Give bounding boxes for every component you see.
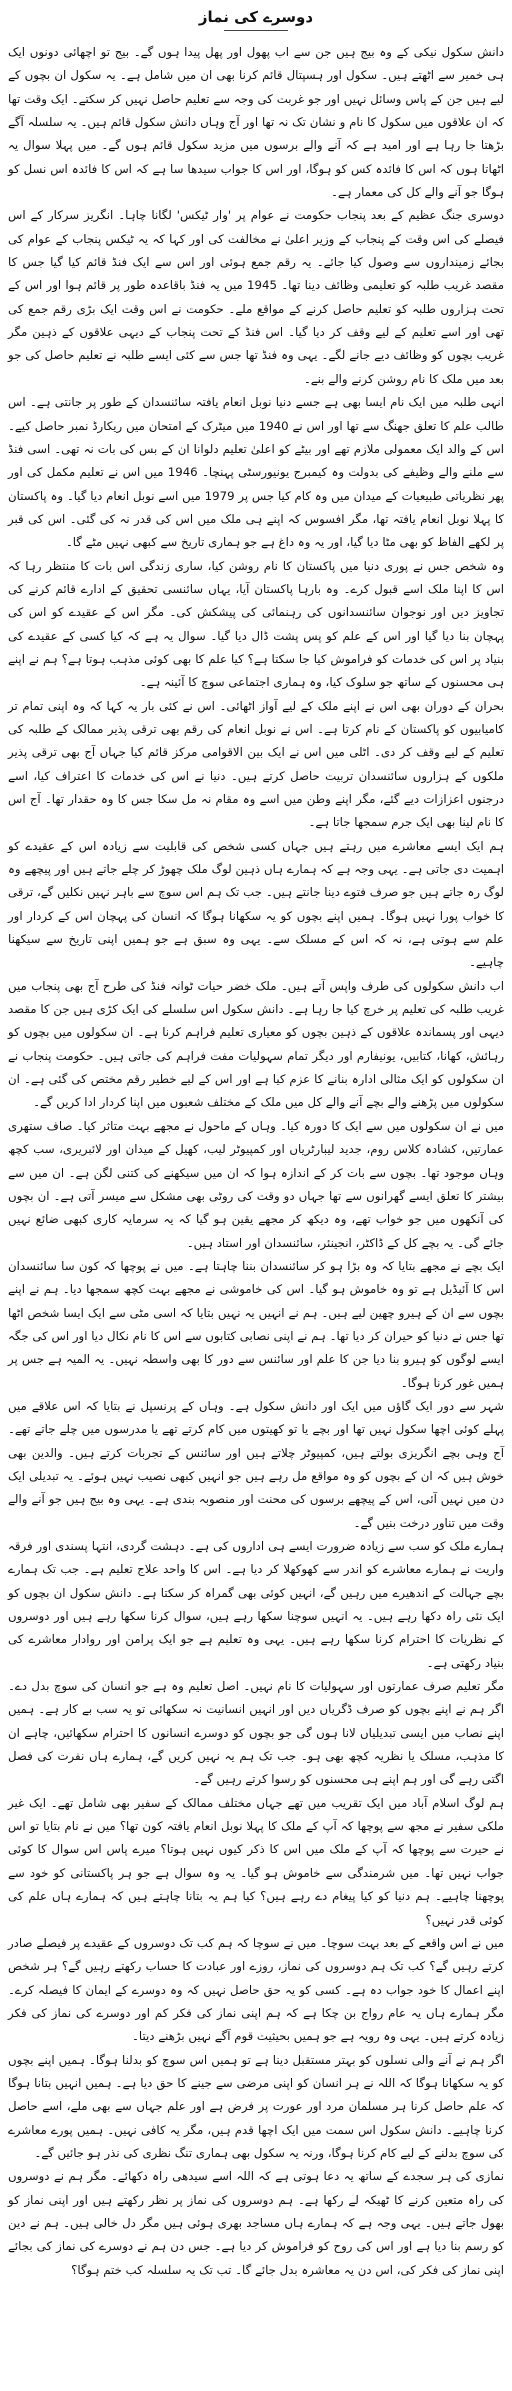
title-underline xyxy=(224,30,288,31)
article-paragraph: اگر ہم نے آنے والی نسلوں کو بہتر مستقبل دینا ہے تو ہمیں اس سوچ کو بدلنا ہوگا۔ ہمیں اپنے بچوں کو یہ سکھانا ہوگا کہ اللہ نے ہر انسان کو اپنی مرضی سے جینے کا حق دیا ہے۔ ہمیں انہیں بتانا ہوگا کہ علم حاصل کرنا ہر مسلمان مرد اور عورت پر فرض ہے اور علم جہاں سے بھی ملے، اسے حاصل کرنا چاہیے۔ دانش سکول اس سمت میں ایک اچھا قدم ہیں، مگر یہ کافی نہیں۔ ہمیں پورے معاشرے کی سوچ بدلنے کے لیے کام کرنا ہوگا، ورنہ یہ سکول بھی ہماری تنگ نظری کی نذر ہو جائیں گے۔ xyxy=(8,2052,504,2160)
article-paragraph: بحران کے دوران بھی اس نے اپنے ملک کے لیے آواز اٹھائی۔ اس نے کئی بار یہ کہا کہ وہ اپنی تمام تر کامیابیوں کو پاکستان کے نام کرتا ہے۔ اس نے نوبل انعام کی رقم بھی ترقی پذیر ممالک کے طلبہ کی تعلیم کے لیے وقف کر دی۔ اٹلی میں اس نے ایک بین الاقوامی مرکز قائم کیا جہاں آج بھی ترقی پذیر ملکوں کے ہزاروں سائنسدان تربیت حاصل کرتے ہیں۔ دنیا نے اس کی خدمات کا اعتراف کیا، اسے درجنوں اعزازات دیے گئے، مگر اپنے وطن میں اسے وہ مقام نہ مل سکا جس کا وہ حقدار تھا۔ آج اس کا نام لینا بھی ایک جرم سمجھا جاتا ہے۔ xyxy=(8,698,504,830)
article-paragraph: میں نے ان سکولوں میں سے ایک کا دورہ کیا۔ وہاں کے ماحول نے مجھے بہت متاثر کیا۔ صاف ستھری عمارتیں، کشادہ کلاس روم، جدید لیبارٹریاں اور کمپیوٹر لیب، کھیل کے میدان اور لائبریری، سب کچھ وہاں موجود تھا۔ بچوں سے بات کر کے اندازہ ہوا کہ ان میں سیکھنے کی کتنی لگن ہے۔ ان میں سے بیشتر کا تعلق ایسے گھرانوں سے تھا جہاں دو وقت کی روٹی بھی مشکل سے میسر آتی ہے۔ ان بچوں کی آنکھوں میں جو خواب تھے، وہ دیکھ کر مجھے یقین ہو گیا کہ یہ سرمایہ کاری کبھی ضائع نہیں جائے گی۔ یہ بچے کل کے ڈاکٹر، انجینئر، سائنسدان اور استاد ہیں۔ xyxy=(8,1118,504,1250)
article-paragraph: مگر تعلیم صرف عمارتوں اور سہولیات کا نام نہیں۔ اصل تعلیم وہ ہے جو انسان کی سوچ بدل دے۔ اگر ہم نے اپنے بچوں کو صرف ڈگریاں دیں اور انہیں انسانیت نہ سکھائی تو یہ سب بے کار ہے۔ ہمیں اپنے نصاب میں ایسی تبدیلیاں لانا ہوں گی جو بچوں کو دوسرے انسانوں کا احترام سکھائیں، چاہے ان کا مذہب، مسلک یا نظریہ کچھ بھی ہو۔ جب تک ہم یہ نہیں کریں گے، ہمارے ہاں نفرت کی فصل اگتی رہے گی اور ہم اپنے ہی محسنوں کو رسوا کرتے رہیں گے۔ xyxy=(8,1679,504,1787)
article-paragraph: دوسری جنگ عظیم کے بعد پنجاب حکومت نے عوام پر 'وار ٹیکس' لگانا چاہا۔ انگریز سرکار کے اس فیصلے کی اس وقت کے پنجاب کے وزیر اعلیٰ نے مخالفت کی اور کہا کہ یہ ٹیکس پنجاب کے عوام کی بجائے زمینداروں سے وصول کیا جائے۔ یہ رقم جمع ہوئی اور اس سے ایک فنڈ قائم کیا گیا جس کا مقصد غریب طلبہ کو تعلیمی وظائف دینا تھا۔ 1945 میں یہ فنڈ باقاعدہ طور پر قائم ہوا اور اس کے تحت ہزاروں طلبہ کو تعلیم حاصل کرنے کے مواقع ملے۔ حکومت نے اس وقت ایک بڑی رقم جمع کی تھی اور اسے تعلیم کے لیے وقف کر دیا گیا۔ اس فنڈ کے تحت پنجاب کے دیہی علاقوں کے ذہین مگر غریب بچوں کو وظائف دیے جانے لگے۔ یہی وہ فنڈ تھا جس سے کئی ایسے طلبہ نے تعلیم حاصل کی جو بعد میں ملک کا نام روشن کرنے والے بنے۔ xyxy=(8,208,504,386)
article-paragraph: میں نے اس واقعے کے بعد بہت سوچا۔ میں نے سوچا کہ ہم کب تک دوسروں کے عقیدے پر فیصلے صادر کرتے رہیں گے؟ کب تک ہم دوسروں کی نماز، روزے اور عبادت کا حساب رکھتے رہیں گے؟ ہر شخص اپنے اعمال کا خود جواب دہ ہے۔ کسی کو یہ حق حاصل نہیں کہ وہ دوسرے کے ایمان کا فیصلہ کرے۔ مگر ہمارے ہاں یہ عام رواج بن چکا ہے کہ ہم اپنی نماز کی فکر کم اور دوسرے کی نماز کی فکر زیادہ کرتے ہیں۔ یہی وہ رویہ ہے جو ہمیں بحیثیت قوم آگے نہیں بڑھنے دیتا۔ xyxy=(8,1935,504,2044)
article-paragraph: ایک بچے نے مجھے بتایا کہ وہ بڑا ہو کر سائنسدان بننا چاہتا ہے۔ میں نے پوچھا کہ کون سا سائنسدان اس کا آئیڈیل ہے تو وہ خاموش ہو گیا۔ اس کی خاموشی نے مجھے بہت کچھ سمجھا دیا۔ ہم نے اپنے بچوں سے ان کے ہیرو چھین لیے ہیں۔ ہم نے انہیں یہ نہیں بتایا کہ اسی مٹی سے ایک ایسا شخص اٹھا تھا جس نے دنیا کو حیران کر دیا تھا۔ ہم نے اپنی نصابی کتابوں سے اس کا نام نکال دیا اور اس کی جگہ ایسے لوگوں کو ہیرو بنا دیا جن کا علم اور سائنس سے دور کا بھی واسطہ نہیں۔ یہ المیہ ہے جس پر ہمیں غور کرنا ہوگا۔ xyxy=(8,1258,504,1390)
article-paragraph: شہر سے دور ایک گاؤں میں ایک اور دانش سکول ہے۔ وہاں کے پرنسپل نے بتایا کہ اس علاقے میں پہلے کوئی اچھا سکول نہیں تھا اور بچے یا تو کھیتوں میں کام کرتے تھے یا مدرسوں میں چلے جاتے تھے۔ آج وہی بچے انگریزی بولتے ہیں، کمپیوٹر چلاتے ہیں اور سائنس کے تجربات کرتے ہیں۔ والدین بھی خوش ہیں کہ ان کے بچوں کو وہ مواقع مل رہے ہیں جو انہیں کبھی نصیب نہیں ہوئے۔ یہ تبدیلی ایک دن میں نہیں آئی، اس کے پیچھے برسوں کی محنت اور منصوبہ بندی ہے۔ یہی وہ بیج ہیں جو آنے والے وقت میں تناور درخت بنیں گے۔ xyxy=(8,1398,504,1530)
article-paragraph: نمازی کی ہر سجدے کے ساتھ یہ دعا ہوتی ہے کہ اللہ اسے سیدھی راہ دکھائے۔ مگر ہم نے دوسروں کی راہ متعین کرنے کا ٹھیکہ لے رکھا ہے۔ ہم دوسروں کی نماز پر نظر رکھتے ہیں اور اپنی نماز کو بھول جاتے ہیں۔ یہی وجہ ہے کہ ہمارے ہاں مساجد بھری ہوئی ہیں مگر دل خالی ہیں۔ ہم نے دین کو رسم بنا دیا ہے اور اس کی روح کو فراموش کر دیا ہے۔ جس دن ہم نے دوسرے کی نماز کی بجائے اپنی نماز کی فکر کی، اس دن یہ معاشرہ بدل جائے گا۔ تب تک یہ سلسلہ کب ختم ہوگا؟ xyxy=(8,2169,504,2277)
article-paragraph: انہی طلبہ میں ایک نام ایسا بھی ہے جسے دنیا نوبل انعام یافتہ سائنسدان کے طور پر جانتی ہے۔ اس طالب علم کا تعلق جھنگ سے تھا اور اس نے 1940 میں میٹرک کے امتحان میں ریکارڈ نمبر حاصل کیے۔ اس کے والد ایک معمولی ملازم تھے اور بیٹے کو اعلیٰ تعلیم دلوانا ان کے بس کی بات نہ تھی۔ اسی فنڈ سے ملنے والے وظیفے کی بدولت وہ کیمبرج یونیورسٹی پہنچا۔ 1946 میں اس نے تعلیم مکمل کی اور پھر نظریاتی طبیعیات کے میدان میں وہ کام کیا جس پر 1979 میں اسے نوبل انعام دیا گیا۔ وہ پاکستان کا پہلا نوبل انعام یافتہ تھا، مگر افسوس کہ اپنے ہی ملک میں اس کی قدر نہ کی گئی۔ اس کی قبر پر لکھے الفاظ کو بھی مٹا دیا گیا، اور یہ وہ داغ ہے جو ہماری تاریخ سے کبھی نہیں مٹے گا۔ xyxy=(8,395,504,550)
article-paragraph: اب دانش سکولوں کی طرف واپس آتے ہیں۔ ملک خضر حیات ٹوانہ فنڈ کی طرح آج بھی پنجاب میں غریب طلبہ کی تعلیم پر خرچ کیا جا رہا ہے۔ دانش سکول اس سلسلے کی ایک کڑی ہیں جن کا مقصد دیہی اور پسماندہ علاقوں کے ذہین بچوں کو معیاری تعلیم فراہم کرنا ہے۔ ان سکولوں میں بچوں کو رہائش، کھانا، کتابیں، یونیفارم اور دیگر تمام سہولیات مفت فراہم کی جاتی ہیں۔ حکومت پنجاب نے ان سکولوں کو ایک مثالی ادارہ بنانے کا عزم کیا ہے اور اس کے لیے خطیر رقم مختص کی گئی ہے۔ ان سکولوں میں پڑھنے والے بچے آنے والے کل میں ملک کے مختلف شعبوں میں اپنا کردار ادا کریں گے۔ xyxy=(8,978,504,1110)
article-paragraph: دانش سکول نیکی کے وہ بیج ہیں جن سے اب پھول اور پھل پیدا ہوں گے۔ بیج تو اچھائی دونوں ایک ہی خمیر سے اٹھتے ہیں۔ سکول اور ہسپتال قائم کرنا بھی ان میں شامل ہے۔ یہ سکول ان بچوں کے لیے ہیں جن کے پاس وسائل نہیں اور جو غربت کی وجہ سے تعلیم حاصل نہیں کر سکتے۔ ایک وقت تھا کہ ان علاقوں میں سکول کا نام و نشان تک نہ تھا اور آج وہاں دانش سکول قائم ہیں۔ یہ سلسلہ آگے بڑھتا جا رہا ہے اور امید ہے کہ آنے والے برسوں میں مزید سکول قائم ہوں گے۔ میں پہلا سوال یہ اٹھاتا ہوں کہ اس کا فائدہ کس کو ہوگا، اور اس کا جواب سیدھا سا ہے کہ اس کا فائدہ اس نسل کو ہوگا جو آنے والے کل کی معمار ہے۔ xyxy=(8,45,504,200)
article-body xyxy=(8,41,504,2282)
article-paragraph: ہم لوگ اسلام آباد میں ایک تقریب میں تھے جہاں مختلف ممالک کے سفیر بھی شامل تھے۔ ایک غیر ملکی سفیر نے مجھ سے پوچھا کہ آپ کے ملک کا پہلا نوبل انعام یافتہ کون تھا؟ میں نے نام بتایا تو اس نے حیرت سے پوچھا کہ آپ کے ملک میں اس کا ذکر کیوں نہیں ہوتا؟ میرے پاس اس سوال کا کوئی جواب نہیں تھا۔ میں شرمندگی سے خاموش ہو گیا۔ یہ وہ سوال ہے جو ہر پاکستانی کو خود سے پوچھنا چاہیے۔ ہم دنیا کو کیا پیغام دے رہے ہیں؟ کیا ہم یہ بتانا چاہتے ہیں کہ ہمارے ہاں علم کی کوئی قدر نہیں؟ xyxy=(8,1795,504,1927)
article-title: دوسرے کی نماز xyxy=(198,8,314,26)
article-paragraph: ہم ایک ایسے معاشرے میں رہتے ہیں جہاں کسی شخص کی قابلیت سے زیادہ اس کے عقیدے کو اہمیت دی جاتی ہے۔ یہی وجہ ہے کہ ہمارے ہاں ذہین لوگ ملک چھوڑ کر چلے جاتے ہیں اور پیچھے وہ لوگ رہ جاتے ہیں جو صرف فتوے دینا جانتے ہیں۔ جب تک ہم اس سوچ سے باہر نہیں نکلیں گے، ترقی کا خواب پورا نہیں ہوگا۔ ہمیں اپنے بچوں کو یہ سکھانا ہوگا کہ انسان کی پہچان اس کے کردار اور علم سے ہوتی ہے، نہ کہ اس کے مسلک سے۔ یہی وہ سبق ہے جو ہمیں اپنی تاریخ سے سیکھنا چاہیے۔ xyxy=(8,838,504,970)
article-paragraph: وہ شخص جس نے پوری دنیا میں پاکستان کا نام روشن کیا، ساری زندگی اس بات کا منتظر رہا کہ اس کا اپنا ملک اسے قبول کرے۔ وہ بارہا پاکستان آیا، یہاں سائنسی تحقیق کے ادارے قائم کرنے کی تجاویز دیں اور نوجوان سائنسدانوں کی رہنمائی کی پیشکش کی۔ مگر اس کے عقیدے کو اس کی پہچان بنا دیا گیا اور اس کے علم کو پس پشت ڈال دیا گیا۔ سوال یہ ہے کہ کیا کسی کے عقیدے کی بنیاد پر اس کی خدمات کو فراموش کیا جا سکتا ہے؟ کیا علم کا بھی کوئی مذہب ہوتا ہے؟ ہم نے اپنے ہی محسنوں کے ساتھ جو سلوک کیا، وہ ہماری اجتماعی سوچ کا آئینہ ہے۔ xyxy=(8,558,504,690)
article-paragraph: ہمارے ملک کو سب سے زیادہ ضرورت ایسے ہی اداروں کی ہے۔ دہشت گردی، انتہا پسندی اور فرقہ واریت نے ہمارے معاشرے کو اندر سے کھوکھلا کر دیا ہے۔ اس کا واحد علاج تعلیم ہے۔ جب تک ہمارے بچے جہالت کے اندھیرے میں رہیں گے، انہیں کوئی بھی گمراہ کر سکتا ہے۔ دانش سکول ان بچوں کو ایک نئی راہ دکھا رہے ہیں۔ یہ انہیں سوچنا سکھا رہے ہیں، سوال کرنا سکھا رہے ہیں اور دوسروں کے نظریات کا احترام کرنا سکھا رہے ہیں۔ یہی وہ تعلیم ہے جو ایک پرامن اور روادار معاشرے کی بنیاد رکھتی ہے۔ xyxy=(8,1539,504,1670)
